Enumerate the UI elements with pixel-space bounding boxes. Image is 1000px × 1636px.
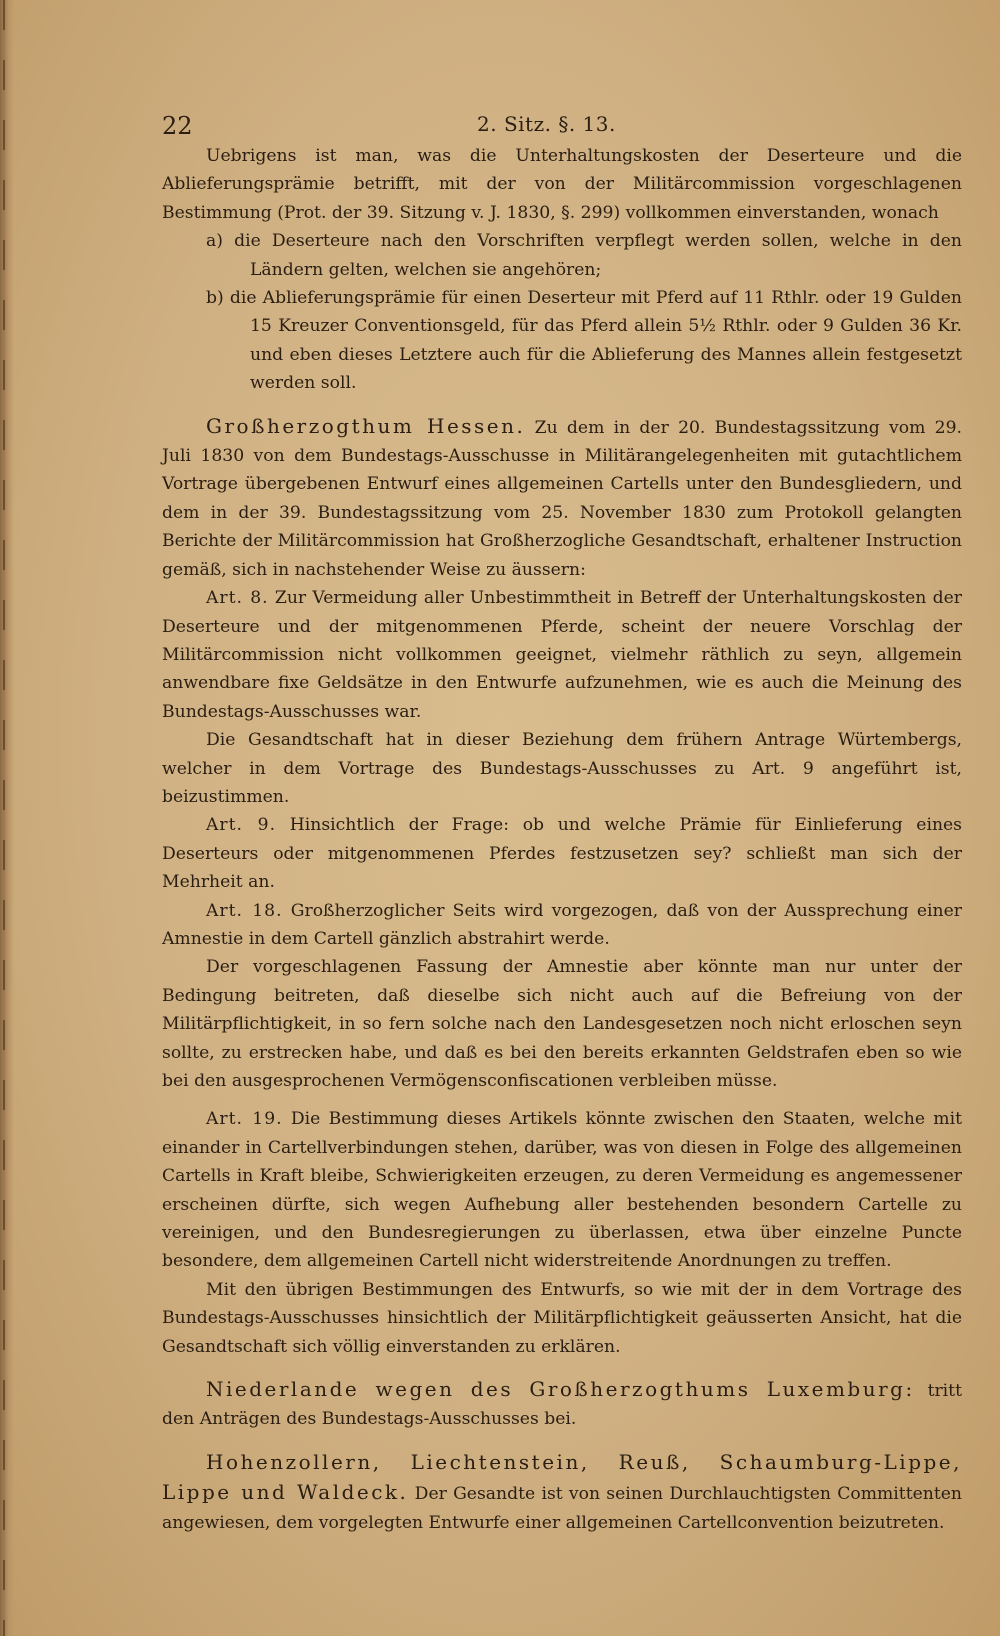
running-head: 2. Sitz. §. 13. [477,112,616,136]
article-18-continued: Der vorgeschlagenen Fassung der Amnestie aber könnte man nur unter der Bedingung beitreten, daß dieselbe sich nicht auch auf die Befreiung von der Militärpflichtigkeit, in so fern solche nach den Landesgesetzen noch nicht erloschen seyn sollte, zu erstrecken habe, und daß es bei den bereits erkannten Geldstrafen eben so wie bei den ausgesprochenen Vermögensconfiscationen verbleiben müsse. [162,957,962,1091]
article-text: Großherzoglicher Seits wird vorgezogen, daß von der Aussprechung einer Amnestie in dem Cartell gänzlich abstrahirt werde. [162,900,963,949]
article-18 [162,897,962,954]
section-hessen [162,412,962,584]
article-9 [162,811,962,896]
section-heading-hessen: Großherzogthum Hessen. [206,413,526,438]
section-text-hohenzollern: Der Gesandte ist von seinen Durchlauchtigsten Committenten angewiesen, dem vorgelegten Entwurfe einer allgemeinen Cartellconvention beizutreten. [162,1484,962,1533]
article-label: Art. 9. [206,815,277,836]
page-edge [0,0,14,1636]
article-text: Zur Vermeidung aller Unbestimmtheit in Betreff der Unterhaltungskosten der Deserteure und der mitgenommenen Pferde, scheint der neuere Vorschlag der Militärcommission nicht vollkommen geeignet, vielmehr räthlich zu seyn, allgemein anwendbare fixe Geldsätze in den Entwurfe aufzunehmen, wie es auch die Meinung des Bundestags-Ausschusses war. [162,588,962,722]
section-text-niederlande: tritt den Anträgen des Bundestags-Ausschusses bei. [162,1381,962,1430]
page-header [162,108,962,142]
paragraph-intro: Uebrigens ist man, was die Unterhaltungskosten der Deserteure und die Ablieferungsprämie betrifft, mit der von der Militärcommission vorgeschlagenen Bestimmung (Prot. der 39. Sitzung v. J. 1830, §. 299) vollkommen einverstanden, wonach [162,146,962,223]
article-text: Hinsichtlich der Frage: ob und welche Prämie für Einlieferung eines Deserteurs oder mitgenommenen Pferdes festzusetzen sey? schließt man sich der Mehrheit an. [162,815,963,893]
article-8-continued: Die Gesandtschaft hat in dieser Beziehung dem frühern Antrage Würtembergs, welcher in dem Vortrage des Bundestags-Ausschusses zu Art. 9 angeführt ist, beizustimmen. [162,730,962,807]
section-niederlande [162,1375,962,1434]
article-label: Art. 8. [206,588,269,609]
article-text: Die Bestimmung dieses Artikels könnte zwischen den Staaten, welche mit einander in Cartellverbindungen stehen, darüber, was von diesen in Folge des allgemeinen Cartells in Kraft bleibe, Schwierigkeiten erzeugen, zu deren Vermeidung es angemessener erscheinen dürfte, sich wegen Aufhebung aller bestehenden besondern Cartelle zu vereinigen, und den Bundesregierungen zu überlassen, etwa über einzelne Puncte besondere, dem allgemeinen Cartell nicht widerstreitende Anordnungen zu treffen. [162,1109,962,1272]
section-heading-niederlande: Niederlande wegen des Großherzogthums Luxemburg: [206,1377,915,1402]
article-19 [162,1105,962,1275]
article-label: Art. 19. [206,1109,283,1130]
list-item-b: b) die Ablieferungsprämie für einen Deserteur mit Pferd auf 11 Rthlr. oder 19 Gulden 15 Kreuzer Conventionsgeld, für das Pferd allein 5½ Rthlr. oder 9 Gulden 36 Kr. und eben dieses Letztere auch für die Ablieferung des Mannes allein festgesetzt werden soll. [206,288,962,394]
section-heading-hohenzollern: Hohenzollern, Liechtenstein, Reuß, Schaumburg-Lippe, Lippe und Waldeck. [162,1449,962,1505]
article-19-continued: Mit den übrigen Bestimmungen des Entwurfs, so wie mit der in dem Vortrage des Bundestags-Ausschusses hinsichtlich der Militärpflichtigkeit geäusserten Ansicht, hat die Gesandtschaft sich völlig einverstanden zu erklären. [162,1279,962,1357]
article-label: Art. 18. [206,900,283,921]
section-text-hessen: Zu dem in der 20. Bundestagssitzung vom 29. Juli 1830 von dem Bundestags-Ausschusse in Militärangelegenheiten mit gutachtlichem Vortrage übergebenen Entwurf eines allgemeinen Cartells unter den Bundesgliedern, und dem in der 39. Bundestagssitzung vom 25. November 1830 zum Protokoll gelangten Berichte der Militärcommission hat Großherzogliche Gesandtschaft, erhaltener Instruction gemäß, sich in nachstehender Weise zu äussern: [162,417,962,580]
list-item-a: a) die Deserteure nach den Vorschriften verpflegt werden sollen, welche in den Ländern gelten, welchen sie angehören; [206,231,962,280]
section-hohenzollern [162,1448,962,1537]
article-8 [162,584,962,726]
page-content [162,108,962,1537]
page-number: 22 [162,112,193,140]
